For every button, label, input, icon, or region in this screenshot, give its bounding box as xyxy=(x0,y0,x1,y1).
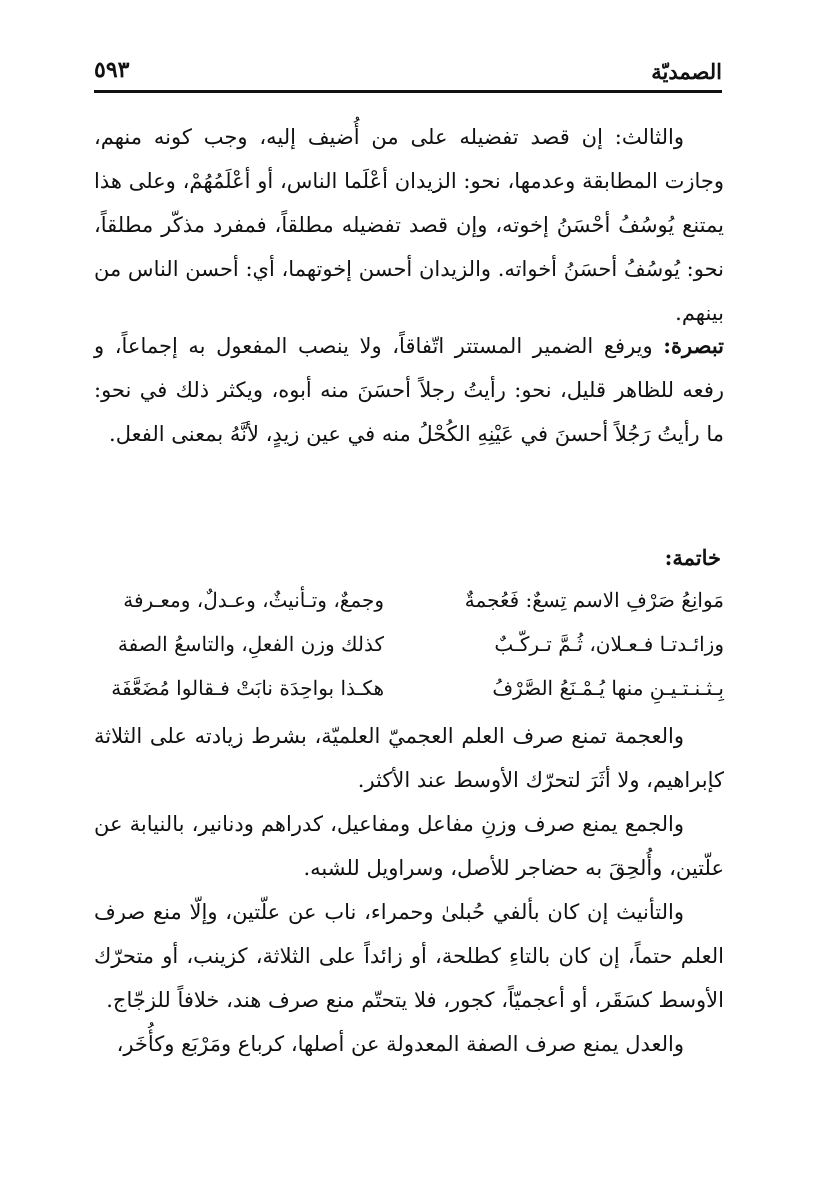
tabsira-paragraph xyxy=(94,324,724,456)
tabsira-label: تبصرة: xyxy=(663,333,724,358)
verse-first-hemistich: مَوانِعُ صَرْفِ الاسم تِسعٌ: فَعُجمةٌ xyxy=(464,588,724,612)
tabsira-paragraph-block xyxy=(94,324,724,456)
tanith-paragraph: والتأنيث إن كان بألفي حُبلىٰ وحمراء، ناب عن علّتين، وإلّا منع صرف العلم حتماً، إن كان بالتاءِ كطلحة، أو زائداً على الثلاثة، كزينب، أو متحرّك الأوسط كسَقَر، أو أعجميّاً، كجور، فلا يتحتّم منع صرف هند، خلافاً للزجّاج. xyxy=(94,900,724,1012)
jam-paragraph: والجمع يمنع صرف وزنِ مفاعل ومفاعيل، كدراهم ودنانير، بالنيابة عن علّتين، وأُلحِقَ به حضاجر للأصل، وسراويل للشبه. xyxy=(94,812,724,880)
tabsira-text: ويرفع الضمير المستتر اتّفاقاً، ولا ينصب المفعول به إجماعاً، و رفعه للظاهر قليل، نحو: رأيتُ رجلاً أحسَنَ منه أبوه، ويكثر ذلك في نحو: ما رأيتُ رَجُلاً أحسنَ في عَيْنِهِ الكُحْلُ منه في عين زيدٍ، لأنَّهُ بمعنى الفعل. xyxy=(94,334,724,446)
khatima-body xyxy=(94,714,724,1066)
verse-second-hemistich: وجمعٌ، وتـأنيثٌ، وعـدلٌ، ومعـرفة xyxy=(123,588,384,612)
verse-line xyxy=(94,588,724,628)
third-case-paragraph: والثالث: إن قصد تفضيله على من أُضيف إليه، وجب كونه منهم، وجازت المطابقة وعدمها، نحو: الزيدان أعْلَما الناس، أو أعْلَمُهُمْ، وعلى هذا يمتنع يُوسُفُ أحْسَنُ إخوته، وإن قصد تفضيله مطلقاً، فمفرد مذكّر مطلقاً، نحو: يُوسُفُ أحسَنُ أخواته. والزيدان أحسن إخوتهما، أي: أحسن الناس من بينهم. xyxy=(94,125,724,325)
verse-line xyxy=(94,676,724,716)
verse-first-hemistich: بِـثـنـتـيـنِ منها يُـمْـنَعُ الصَّرْفُ xyxy=(492,676,724,700)
verse-second-hemistich: كذلك وزن الفعلِ، والتاسعُ الصفة xyxy=(117,632,384,656)
page-header xyxy=(94,55,722,89)
verse-line xyxy=(94,632,724,672)
verse-first-hemistich: وزائـدتـا فـعـلان، ثُـمَّ تـركّـبٌ xyxy=(494,632,724,656)
running-head: الصمديّة xyxy=(651,59,722,84)
header-rule xyxy=(94,90,722,93)
verse-second-hemistich: هكـذا بواحِدَة نابَتْ فـقالوا مُضَعَّفَة xyxy=(111,676,384,700)
page-number: ٥٩٣ xyxy=(94,57,130,83)
adl-paragraph: والعدل يمنع صرف الصفة المعدولة عن أصلها، كرباع ومَرْبَع وكأُخَر، xyxy=(116,1032,684,1056)
khatima-heading: خاتمة: xyxy=(664,545,721,570)
third-case-paragraph-block xyxy=(94,115,724,335)
ujma-paragraph: والعجمة تمنع صرف العلم العجميّ العلميّة، بشرط زيادته على الثلاثة كإبراهيم، ولا أثَرَ لتحرّك الأوسط عند الأكثر. xyxy=(94,724,724,792)
